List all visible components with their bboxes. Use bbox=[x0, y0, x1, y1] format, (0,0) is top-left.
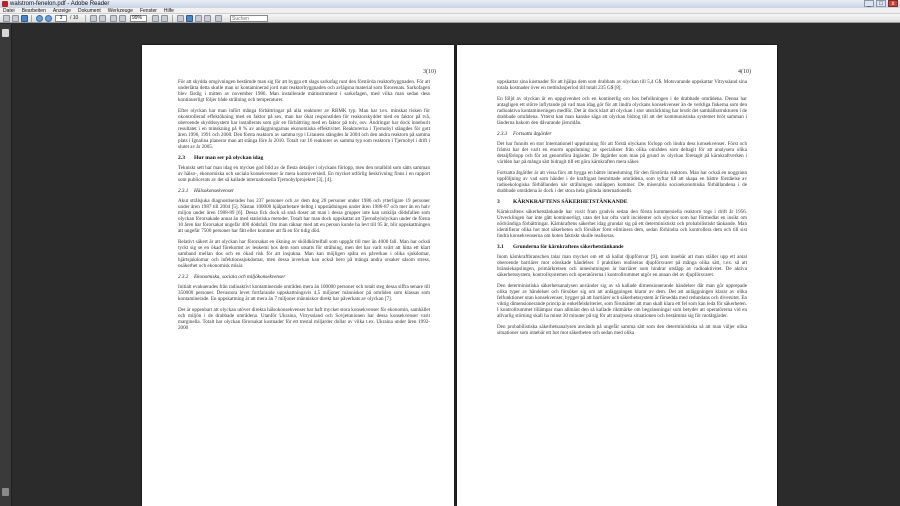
menu-item-tools[interactable]: Werkzeuge bbox=[107, 8, 133, 14]
attachments-panel-icon[interactable] bbox=[2, 488, 9, 496]
previous-page-icon[interactable] bbox=[36, 15, 43, 22]
paragraph: uppskattar sina kostnader för att hjälpa dem som drabbats av olyckan till 5,4 G$. Motsvarande uppskattar Vitryssland sina totala kostnader över en trettioårsperiod till totalt 235 G$ [8]. bbox=[497, 79, 747, 91]
maximize-button[interactable]: □ bbox=[876, 0, 886, 7]
paragraph: Inom kärnkraftbranschen talar man mycket om ett så kallat djupförsvar [9], som innebär att man ställer upp ett antal oberoende barriärer mot oönskade händelser. I praktiken realiseras djupförsvaret på många olika sätt, t.ex. så att bränslekapslingen, primärkretsen och inneslutningen är barriärer som hindrar utsläpp av radioaktivitet. De aktiva säkerhetssystem, kontrollsystemen och operatörerna i kontrollrummet utgör en annan del av djupförsvaret. bbox=[497, 254, 747, 278]
paragraph: Fortsatta åtgärder är att vissa förs att bygga en bättre inneslutning för den förstörda reaktorn. Man har också en noggrann uppföljning av vad som händer i de kraftigast besmittade områdena, som syftar till att skapa en bättre förståelse av radioekologiska förhållanden när strålningen utsläppen kommer. De miserabla socioekonomiska förhållandena i de drabbade områdena är dock i det stora hela glömda internationellt. bbox=[497, 170, 747, 194]
paragraph: Akut strålsjuka diagnostiserades hos 237 personer och av dem dog 28 personer under 1986 och ytterligare 19 personer under åren 1987 till 2004 [5]. Nästan 100000 hjälparbetare deltog i uppstädningen under åren 1986-87 och mer än en halv miljon under åren 1988-89 [6]. Dessa fick dock så små doser att man i dessa grupper inte kan urskilja dödsfallen som olyckan förorsakade annat än med statistiska metoder. Totalt har man dock uppskattat att Tjernobylolyckan under de första 10 åren har förorsakat ungefär 400 dödsfall. Om man räknar med att en person kunde ha levt till 95 år, blir uppskattningen att ungefär 7500 personer har fått eller kommer att få en för tidig död. bbox=[178, 198, 430, 234]
window-titlebar bbox=[0, 0, 900, 8]
page-body bbox=[497, 79, 747, 341]
window-title: walstrom-fenelon.pdf - Adobe Reader bbox=[10, 1, 110, 7]
print-icon[interactable] bbox=[12, 15, 19, 22]
menu-item-file[interactable]: Datei bbox=[3, 8, 15, 14]
section-number: 2.3.2 bbox=[178, 274, 189, 280]
paragraph: Relativt säkert är att olyckan har förorsakat en ökning av sköldkörtelfall som uppgår till mer än 4000 fall. Man har också tyckt sig se en ökad förekomst av leukemi hos dem som utsatts för strålning, men det har varit svårt att hitta ett klart samband mellan dos och en ökad risk för att insjukna. Man kan möjligen spåra en påverkan i olika sjukdomar, hjärtsjukdomar och infektionssjukdomar, men dessa inverkan kan också bero på många andra orsaker såsom stress, osäkerhet och ekonomisk misär. bbox=[178, 239, 430, 269]
section-heading bbox=[178, 274, 430, 280]
section-heading bbox=[178, 155, 430, 161]
section-heading bbox=[497, 199, 747, 205]
paragraph: Det har funnits en stor internationell uppslutning för att förstå olyckans förlopp och lindra dess konsekvenser. Först och främst har det varit en enorm uppslutning av specialister från olika områden som deltagit för att analysera olika detaljförlopp och för att genomföra åtgärder. De åtgärder som man på grund av olyckan företagit på kärnkraftverken i världen har på många sätt bidragit till ett göra kärnkraften mera säker. bbox=[497, 141, 747, 165]
menu-item-document[interactable]: Dokument bbox=[77, 8, 101, 14]
fit-page-icon[interactable] bbox=[152, 15, 159, 22]
section-heading bbox=[497, 244, 747, 250]
section-heading bbox=[497, 131, 747, 137]
paragraph: Den deterministiska säkerhetsanalysen använder sig av så kallade dimensionerande händelser där man gör upprepade olika typer av händelser och försöker sig om att anläggningen klarar av dem. Det att anläggningen klarar av olika felfunktioner utan konsekvenser, bygger på att barriärer och säkerhetssystem är försedda med redundans och diversitet. En viktig dimensionerande princip är enkelfelskriteriet, som förutsätter att man skall klara ett fel som kan leda för säkerheten. I kontrollrummet tillämpar man allmänt den så kallade riktmärke om begränsningar som betyder att operatörerna vid en allvarlig störning skall ha minst 30 minuter på sig för att analysera situationen och bestämma sig för motåtgärder. bbox=[497, 283, 747, 319]
rotate-view-icon[interactable] bbox=[204, 15, 211, 22]
paragraph: Det är uppenbart att olyckan utöver direkta hälsokonsekvenser har haft mycket stora konsekvenser för ekonomin, samhället och miljön i de drabbade områdena. Utanför Ukraina, Vitryssland och Sovjetunionen har dessa konsekvenser varit marginella. Totalt har olyckan förorsakat kostnader för ett trestal miljarder dollar av vilka t.ex. Ukraina under åren 1992-2000 bbox=[178, 307, 430, 331]
adobe-reader-icon bbox=[2, 1, 8, 7]
section-title: Fortsatta åtgärder bbox=[513, 131, 552, 137]
paragraph: Initialt evakuerades från radioaktivt kontaminerade områden mera än 100000 personer och totalt steg dessa siffra senare till 350000 personer. Devastora levet fortfarande uppskattningsvis 4,5 miljoner människor på områden som klassas som kontaminerade. En uppskattning är att mera än 7 miljoner människor direkt har påverkats av olyckan [7]. bbox=[178, 284, 430, 302]
page-number-label: 4(10) bbox=[738, 69, 751, 75]
section-title: Grunderna för kärnkraftens säkerhetstänkande bbox=[513, 244, 624, 250]
minimize-button[interactable]: _ bbox=[864, 0, 874, 7]
window-controls bbox=[864, 0, 898, 8]
continuous-view-icon[interactable] bbox=[195, 15, 202, 22]
zoom-level-select[interactable]: 99% bbox=[130, 15, 147, 22]
paragraph: Efter olyckan har man infört många förbättringar på alla reaktorer av RBMK typ. Man har t.ex. minskat risken för okontrollerad effektökning med en faktor på sex, man har ökat responstiden för reaktorskyddet med en faktor på två, oberoende skyddssystem har installerats som gör en förbättring med en faktor på tolv, osv. Ändringar har dock inneburit resultatet i en minskning på 8 % av anläggningarnas ekonomiska effektivitet. Reaktorerna i Tjernobyl stängdes för gott åren 1996, 1991 och 2000. Den första reaktorn av samma typ i Litauens stängdes år 2004 och den andra reaktorn på samma plats i Ignalina planerar man att stänga före år 2010. Totalt var 16 reaktorer av samma typ som reaktorn i Tjernobyl i drift i slutet av år 2005. bbox=[178, 108, 430, 150]
page-number-label: 3(10) bbox=[423, 69, 436, 75]
pages-panel-icon[interactable] bbox=[2, 29, 9, 37]
section-number: 3.1 bbox=[497, 244, 504, 250]
paragraph: För att skydda omgivningen bestämde man sig för att bygga ett slags sarkofag runt den förstörda reaktorbyggnaden. För att underlätta detta skulle man ur kontaminerad jord runt reaktorbyggnaden och avlägsna material som förorenats. Sarkofagen blev färdig i mitten av november 1986. Man installerade mätinstrument i sarkofagen, med vilka man sedan dess kontinuerligt följer både strålning och temperaturer. bbox=[178, 79, 430, 103]
two-page-view-icon[interactable] bbox=[186, 15, 193, 22]
section-number: 2.3 bbox=[178, 155, 185, 161]
toolbar-separator bbox=[172, 15, 173, 22]
page-number-input[interactable]: 3 bbox=[55, 15, 67, 22]
document-view[interactable] bbox=[12, 24, 900, 506]
paragraph: Tekniskt sett har man idag en mycket god bild av de flesta detaljer i olyckans förlopp, men den totalbild som sätts samman av hälso-, ekonomiska och sociala konsekvenser är mera kontroversiell. En mycket utförlig beskrivning finns i en rapport som publicerats av det så kallade internationella Tjernobylprojektet [3], [4]. bbox=[178, 165, 430, 183]
zoom-in-icon[interactable] bbox=[119, 15, 126, 22]
section-number: 3 bbox=[497, 199, 500, 205]
section-number: 2.3.1 bbox=[178, 188, 189, 194]
page-body bbox=[178, 79, 430, 336]
search-input[interactable] bbox=[230, 15, 268, 22]
save-icon[interactable] bbox=[3, 15, 10, 22]
section-title: Hur man ser på olyckan idag bbox=[194, 155, 264, 161]
menu-item-edit[interactable]: Bearbeiten bbox=[21, 8, 46, 14]
page-total: / 10 bbox=[70, 15, 79, 21]
fit-width-icon[interactable] bbox=[161, 15, 168, 22]
section-title: Ekonomiska, sociala och miljökonsekvenser bbox=[194, 274, 286, 280]
paragraph: Kärnkraftens säkerhetstänkande har vuxit fram gradvis sedan den första kommersiella reaktorn togs i drift år 1956. Utvecklingen har inte gått kontinuerligt, utan det har ofta varit incidenter och olyckor som har förmedlat en insikt om nödvändiga förbättringar. Kärnkraftens säkerhet idag grundar sig på ett deterministiskt och probabilistiskt tänkande. Man identifierar olika hot mot säkerheten och försöker först eliminera dem, sedan förhindra och kontrollera dem och till sist lindra konsekvenserna om hoten faktiskt skulle realiseras. bbox=[497, 209, 747, 239]
toolbar-separator bbox=[31, 15, 32, 22]
toolbar-separator bbox=[85, 15, 86, 22]
paragraph: Den probabilistiska säkerhetsanalysen används på ungefär samma sätt som den deterministiska så att man väljer olika situationer som innebär ett hot mot säkerheten och sedan med olika bbox=[497, 324, 747, 336]
document-page bbox=[457, 45, 777, 506]
section-number: 2.3.3 bbox=[497, 131, 508, 137]
close-button[interactable]: x bbox=[888, 0, 898, 7]
menu-item-window[interactable]: Fenster bbox=[139, 8, 157, 14]
menu-item-view[interactable]: Anzeige bbox=[52, 8, 71, 14]
section-title: KÄRNKRAFTENS SÄKERHETSTÄNKANDE bbox=[513, 199, 628, 205]
select-tool-icon[interactable] bbox=[90, 15, 97, 22]
section-title: Hälsokonsekvenser bbox=[194, 188, 235, 194]
hand-tool-icon[interactable] bbox=[99, 15, 106, 22]
menu-item-help[interactable]: Hilfe bbox=[163, 8, 174, 14]
single-page-view-icon[interactable] bbox=[177, 15, 184, 22]
section-heading bbox=[178, 188, 430, 194]
paragraph: En följd av olyckan är en uppgivenhet och en kontinerlig oro hos befolkningen i de drabbade områdena. Denna har antagligen ett större inflytande på vad man idag gör för att lindra olyckans konsekvenser än de verkliga fiskerna som den radioaktiva kontamineringen medför. Det är dock klart att olyckan i stor utsträckning har brutit det samhällsstrukturen i de drabbade områdena. Ytterst kan man kanske säga att olyckan bidrog till att det kommunistiska systemet bröt samman i länderna bakom den dåvarande järnridån. bbox=[497, 96, 747, 126]
find-icon[interactable] bbox=[215, 15, 222, 22]
toolbar bbox=[0, 14, 900, 23]
document-page bbox=[142, 45, 454, 506]
email-icon[interactable] bbox=[21, 15, 28, 22]
navigation-panel bbox=[0, 24, 12, 506]
next-page-icon[interactable] bbox=[45, 15, 52, 22]
zoom-out-icon[interactable] bbox=[110, 15, 117, 22]
